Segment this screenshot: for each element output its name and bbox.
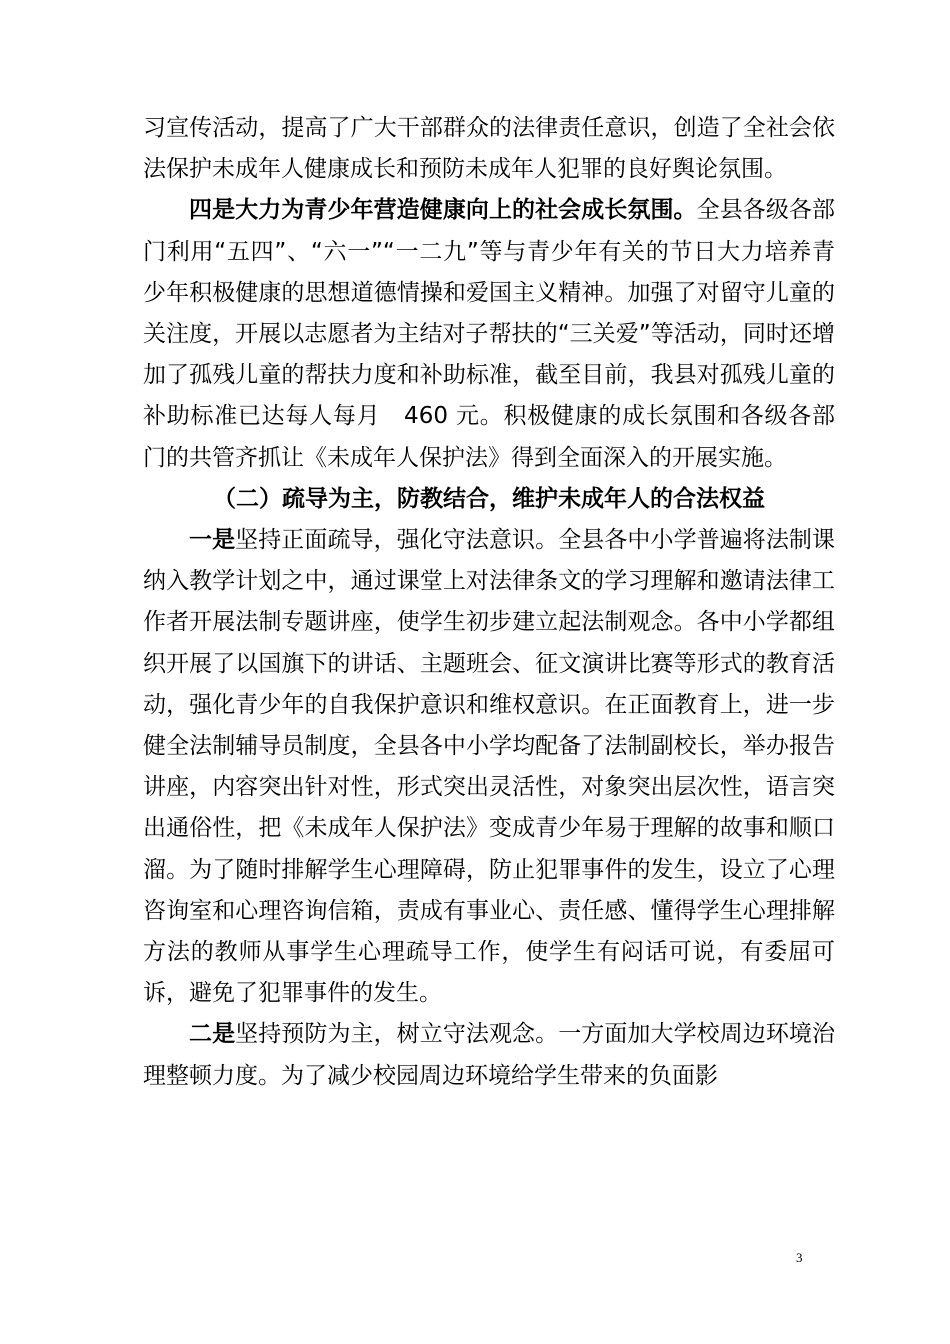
paragraph-lead: 二是 bbox=[189, 1021, 236, 1048]
page-number: 3 bbox=[796, 1250, 803, 1265]
paragraph-second-point bbox=[143, 1014, 835, 1096]
section-heading-text: （二）疏导为主，防教结合，维护未成年人的合法权益 bbox=[213, 485, 765, 512]
paragraph-continuation bbox=[143, 108, 835, 190]
paragraph-first-point bbox=[143, 520, 835, 1014]
paragraph-text: 坚持预防为主，树立守法观念。一方面加大学校周边环境治理整顿力度。为了减少校园周边环境给学生带来的负面影 bbox=[143, 1021, 836, 1089]
paragraph-text: 习宣传活动，提高了广大干部群众的法律责任意识，创造了全社会依法保护未成年人健康成长和预防未成年人犯罪的良好舆论氛围。 bbox=[143, 115, 835, 183]
paragraph-lead: 四是大力为青少年营造健康向上的社会成长氛围。 bbox=[189, 197, 697, 224]
paragraph-fourth-point bbox=[143, 190, 835, 478]
paragraph-text: 坚持正面疏导，强化守法意识。全县各中小学普遍将法制课纳入教学计划之中，通过课堂上对法律条文的学习理解和邀请法律工作者开展法制专题讲座，使学生初步建立起法制观念。各中小学都组织开展了以国旗下的讲话、主题班会、征文演讲比赛等形式的教育活动，强化青少年的自我保护意识和维权意识。在正面教育上，进一步健全法制辅导员制度，全县各中小学均配备了法制副校长，举办报告讲座，内容突出针对性，形式突出灵活性，对象突出层次性，语言突出通俗性，把《未成年人保护法》变成青少年易于理解的故事和顺口溜。为了随时排解学生心理障碍，防止犯罪事件的发生，设立了心理咨询室和心理咨询信箱，责成有事业心、责任感、懂得学生心理排解方法的教师从事学生心理疏导工作，使学生有闷话可说，有委屈可诉，避免了犯罪事件的发生。 bbox=[143, 527, 836, 1007]
document-body bbox=[143, 108, 835, 1097]
paragraph-lead: 一是 bbox=[189, 527, 236, 554]
paragraph-text: 全县各级各部门利用“五四”、“六一”“一二九”等与青少年有关的节日大力培养青少年积极健康的思想道德情操和爱国主义精神。加强了对留守儿童的关注度，开展以志愿者为主结对子帮扶的“三关爱”等活动，同时还增加了孤残儿童的帮扶力度和补助标准，截至目前，我县对孤残儿童的补助标准已达每人每月 460 元。积极健康的成长氛围和各级各部门的共管齐抓让《未成年人保护法》得到全面深入的开展实施。 bbox=[143, 197, 836, 471]
section-heading bbox=[143, 479, 835, 520]
